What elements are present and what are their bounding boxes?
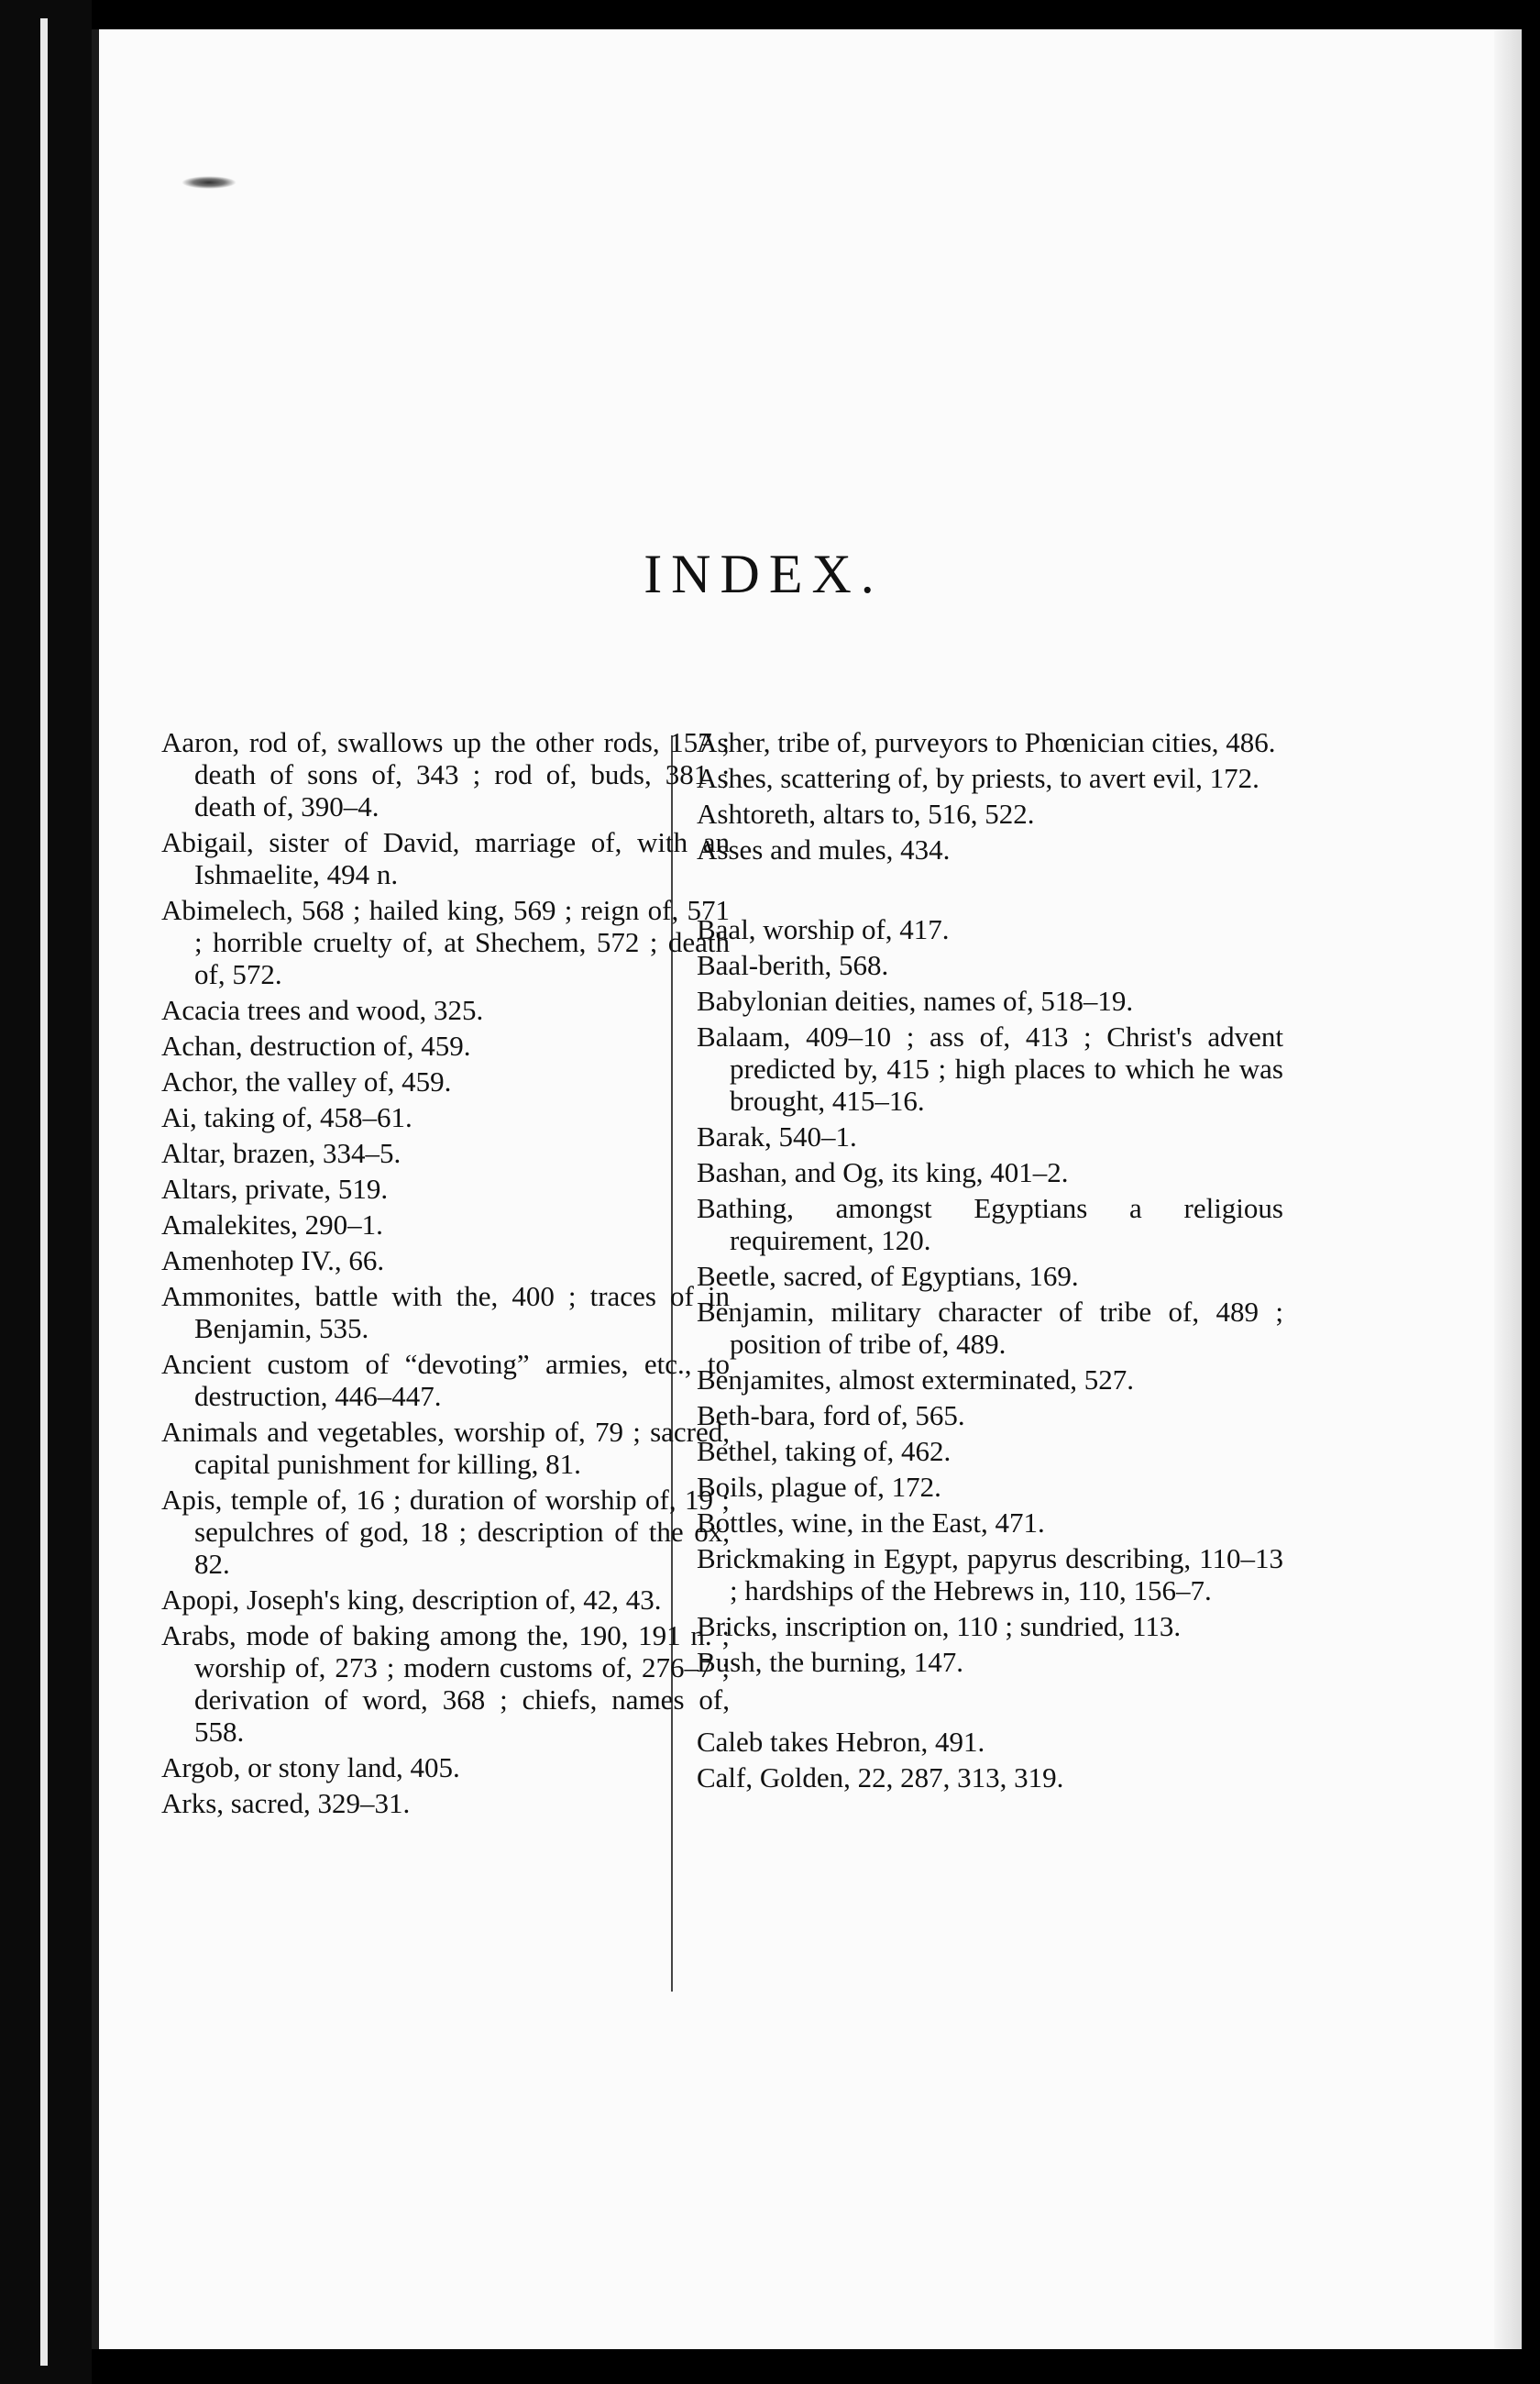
index-entry: Benjamin, military character of tribe of, 489 ; position of tribe of, 489. bbox=[697, 1296, 1283, 1360]
letter-group-gap bbox=[697, 869, 1283, 913]
index-column-left bbox=[161, 726, 730, 1823]
index-entry: Benjamites, almost exterminated, 527. bbox=[697, 1363, 1134, 1396]
index-entry: Ancient custom of “devoting” armies, etc., to destruction, 446–447. bbox=[161, 1348, 730, 1412]
index-entry: Bricks, inscription on, 110 ; sundried, 113. bbox=[697, 1610, 1182, 1642]
index-entry: Ammonites, battle with the, 400 ; traces of in Benjamin, 535. bbox=[161, 1280, 730, 1344]
index-entry: Barak, 540–1. bbox=[697, 1120, 857, 1153]
index-entry: Achor, the valley of, 459. bbox=[161, 1065, 452, 1098]
adjacent-page-edge bbox=[40, 18, 48, 2366]
index-entry: Babylonian deities, names of, 518–19. bbox=[697, 985, 1134, 1017]
index-column-right bbox=[697, 726, 1283, 1797]
index-entry: Beetle, sacred, of Egyptians, 169. bbox=[697, 1260, 1079, 1292]
index-entry: Ashtoreth, altars to, 516, 522. bbox=[697, 798, 1035, 830]
index-entry: Calf, Golden, 22, 287, 313, 319. bbox=[697, 1761, 1064, 1794]
page-title: INDEX. bbox=[644, 544, 884, 604]
index-entry: Asses and mules, 434. bbox=[697, 833, 951, 866]
index-entry: Bush, the burning, 147. bbox=[697, 1646, 964, 1678]
index-entry: Bashan, and Og, its king, 401–2. bbox=[697, 1156, 1069, 1188]
index-entry: Brickmaking in Egypt, papyrus describing, 110–13 ; hardships of the Hebrews in, 110, 156–7. bbox=[697, 1542, 1283, 1606]
index-entry: Boils, plague of, 172. bbox=[697, 1471, 941, 1503]
index-entry: Arabs, mode of baking among the, 190, 191 n. ; worship of, 273 ; modern customs of, 276–7 ; derivation of word, 368 ; chiefs, names of, 558. bbox=[161, 1619, 730, 1748]
index-entry: Aaron, rod of, swallows up the other rods, 157 ; death of sons of, 343 ; rod of, buds, 381 ; death of, 390–4. bbox=[161, 726, 730, 822]
index-entry: Arks, sacred, 329–31. bbox=[161, 1787, 411, 1819]
index-entry: Amenhotep IV., 66. bbox=[161, 1244, 385, 1276]
index-entry: Caleb takes Hebron, 491. bbox=[697, 1726, 985, 1758]
index-entry: Animals and vegetables, worship of, 79 ; sacred, capital punishment for killing, 81. bbox=[161, 1416, 730, 1480]
index-entry: Acacia trees and wood, 325. bbox=[161, 994, 484, 1026]
letter-group-gap bbox=[697, 1682, 1283, 1726]
index-entry: Apis, temple of, 16 ; duration of worship of, 19 ; sepulchres of god, 18 ; description of the ox, 82. bbox=[161, 1484, 730, 1580]
index-entry: Apopi, Joseph's king, description of, 42, 43. bbox=[161, 1584, 662, 1616]
index-entry: Argob, or stony land, 405. bbox=[161, 1751, 460, 1783]
index-entry: Asher, tribe of, purveyors to Phœnician cities, 486. bbox=[697, 726, 1276, 758]
ink-smudge bbox=[182, 176, 236, 189]
index-entry: Achan, destruction of, 459. bbox=[161, 1030, 471, 1062]
index-entry: Baal, worship of, 417. bbox=[697, 913, 950, 945]
index-entry: Bathing, amongst Egyptians a religious requirement, 120. bbox=[697, 1192, 1283, 1256]
index-entry: Beth-bara, ford of, 565. bbox=[697, 1399, 965, 1431]
index-entry: Altar, brazen, 334–5. bbox=[161, 1137, 402, 1169]
index-entry: Abigail, sister of David, marriage of, with an Ishmaelite, 494 n. bbox=[161, 826, 730, 890]
index-entry: Amalekites, 290–1. bbox=[161, 1209, 383, 1241]
index-entry: Bottles, wine, in the East, 471. bbox=[697, 1507, 1045, 1539]
index-entry: Altars, private, 519. bbox=[161, 1173, 389, 1205]
index-entry: Ashes, scattering of, by priests, to avert evil, 172. bbox=[697, 762, 1260, 794]
index-entry: Bethel, taking of, 462. bbox=[697, 1435, 952, 1467]
page-edge-shadow bbox=[1494, 29, 1522, 2349]
index-entry: Ai, taking of, 458–61. bbox=[161, 1101, 412, 1133]
index-entry: Abimelech, 568 ; hailed king, 569 ; reign of, 571 ; horrible cruelty of, at Shechem, 572 ; death of, 572. bbox=[161, 894, 730, 990]
index-entry: Balaam, 409–10 ; ass of, 413 ; Christ's advent predicted by, 415 ; high places to which he was brought, 415–16. bbox=[697, 1021, 1283, 1117]
index-entry: Baal-berith, 568. bbox=[697, 949, 889, 981]
book-page bbox=[92, 29, 1522, 2349]
